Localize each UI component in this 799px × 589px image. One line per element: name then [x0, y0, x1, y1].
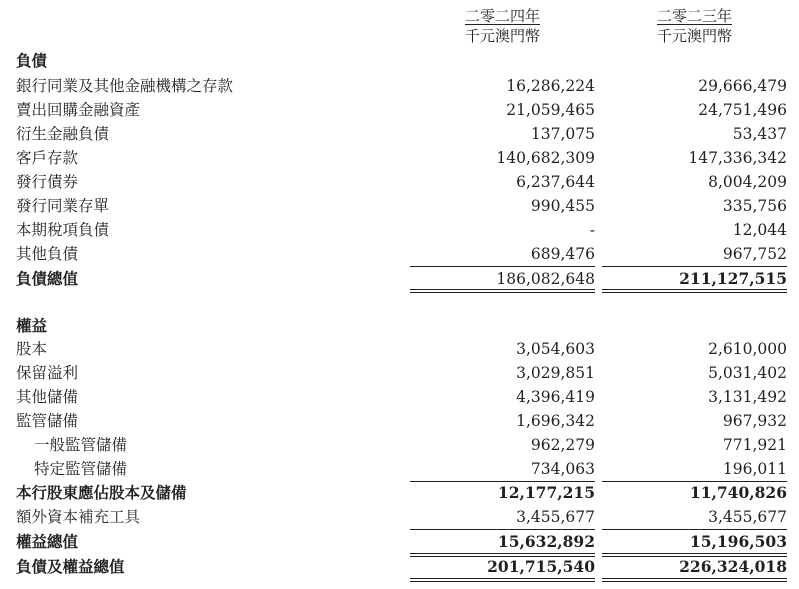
row-label: 賣出回購金融資產 [16, 101, 141, 119]
grand-total-double-rule-2024 [410, 578, 595, 582]
column-year-2023: 二零二三年 [656, 7, 732, 25]
table-row [0, 122, 799, 146]
value-2023: 226,324,018 [679, 557, 787, 576]
liabilities-total-row [0, 267, 799, 291]
row-label: 額外資本補充工具 [16, 508, 141, 526]
value-2024: 137,075 [530, 125, 595, 143]
value-2024: 186,082,648 [496, 270, 595, 288]
value-2023: 967,752 [722, 245, 787, 263]
value-2023: 2,610,000 [708, 340, 787, 358]
value-2023: 29,666,479 [698, 77, 787, 95]
value-2023: 3,131,492 [708, 388, 787, 406]
value-2024: - [589, 221, 595, 239]
value-2024: 3,455,677 [516, 508, 595, 526]
table-row [0, 170, 799, 194]
equity-total-row [0, 530, 799, 554]
row-label: 保留溢利 [16, 364, 79, 382]
table-row [0, 74, 799, 98]
column-header-2023 [602, 6, 787, 46]
table-row [0, 457, 799, 481]
value-2024: 21,059,465 [506, 101, 595, 119]
value-2024: 4,396,419 [516, 388, 595, 406]
row-label: 其他負債 [16, 245, 79, 263]
value-2023: 3,455,677 [708, 508, 787, 526]
value-2024: 689,476 [530, 245, 595, 263]
grand-total-double-rule-2023 [602, 578, 787, 582]
value-2024: 15,632,892 [497, 532, 595, 551]
value-2023: 15,196,503 [689, 532, 787, 551]
row-label: 負債總值 [16, 269, 79, 288]
table-row [0, 146, 799, 170]
value-2024: 990,455 [530, 197, 595, 215]
value-2024: 16,286,224 [506, 77, 595, 95]
table-row [0, 433, 799, 457]
attributable-equity-row [0, 481, 799, 505]
value-2024: 3,054,603 [516, 340, 595, 358]
value-2023: 11,740,826 [689, 483, 787, 502]
value-2023: 53,437 [732, 125, 787, 143]
liabilities-heading-row [0, 49, 799, 73]
value-2023: 335,756 [722, 197, 787, 215]
row-label: 股本 [16, 340, 48, 358]
table-row [0, 337, 799, 361]
column-unit-2023: 千元澳門幣 [656, 27, 732, 45]
total-double-rule-2024 [410, 289, 595, 293]
value-2023: 211,127,515 [679, 269, 787, 288]
value-2023: 147,336,342 [688, 149, 787, 167]
row-label: 本期稅項負債 [16, 221, 110, 239]
column-header-2024 [410, 6, 595, 46]
table-row [0, 385, 799, 409]
table-row [0, 218, 799, 242]
row-label: 一般監管儲備 [34, 436, 128, 454]
total-double-rule-2023 [602, 289, 787, 293]
value-2023: 24,751,496 [698, 101, 787, 119]
row-label: 發行債券 [16, 173, 79, 191]
value-2024: 6,237,644 [516, 173, 595, 191]
value-2024: 140,682,309 [496, 149, 595, 167]
column-unit-2024: 千元澳門幣 [464, 27, 540, 45]
value-2024: 734,063 [530, 460, 595, 478]
value-2024: 3,029,851 [516, 364, 595, 382]
value-2023: 196,011 [722, 460, 787, 478]
value-2023: 5,031,402 [708, 364, 787, 382]
row-label: 衍生金融負債 [16, 125, 110, 143]
grand-total-row [0, 555, 799, 579]
value-2023: 771,921 [722, 436, 787, 454]
value-2023: 8,004,209 [708, 173, 787, 191]
table-row [0, 409, 799, 433]
value-2024: 1,696,342 [516, 412, 595, 430]
value-2023: 967,932 [722, 412, 787, 430]
row-label: 特定監管儲備 [34, 460, 128, 478]
row-label: 客戶存款 [16, 149, 79, 167]
table-row [0, 361, 799, 385]
row-label: 權益總值 [16, 532, 79, 551]
value-2024: 962,279 [530, 436, 595, 454]
table-row [0, 505, 799, 529]
row-label: 監管儲備 [16, 412, 79, 430]
row-label: 銀行同業及其他金融機構之存款 [16, 77, 234, 95]
value-2023: 12,044 [732, 221, 787, 239]
row-label: 負債及權益總值 [16, 557, 125, 576]
liabilities-heading: 負債 [16, 51, 48, 70]
row-label: 其他儲備 [16, 388, 79, 406]
row-label: 本行股東應佔股本及儲備 [16, 483, 187, 502]
table-row [0, 98, 799, 122]
value-2024: 201,715,540 [487, 557, 595, 576]
column-year-2024: 二零二四年 [464, 7, 540, 25]
row-label: 發行同業存單 [16, 197, 110, 215]
equity-heading-row [0, 314, 799, 338]
table-row [0, 242, 799, 266]
table-row [0, 194, 799, 218]
value-2024: 12,177,215 [497, 483, 595, 502]
equity-heading: 權益 [16, 316, 48, 335]
